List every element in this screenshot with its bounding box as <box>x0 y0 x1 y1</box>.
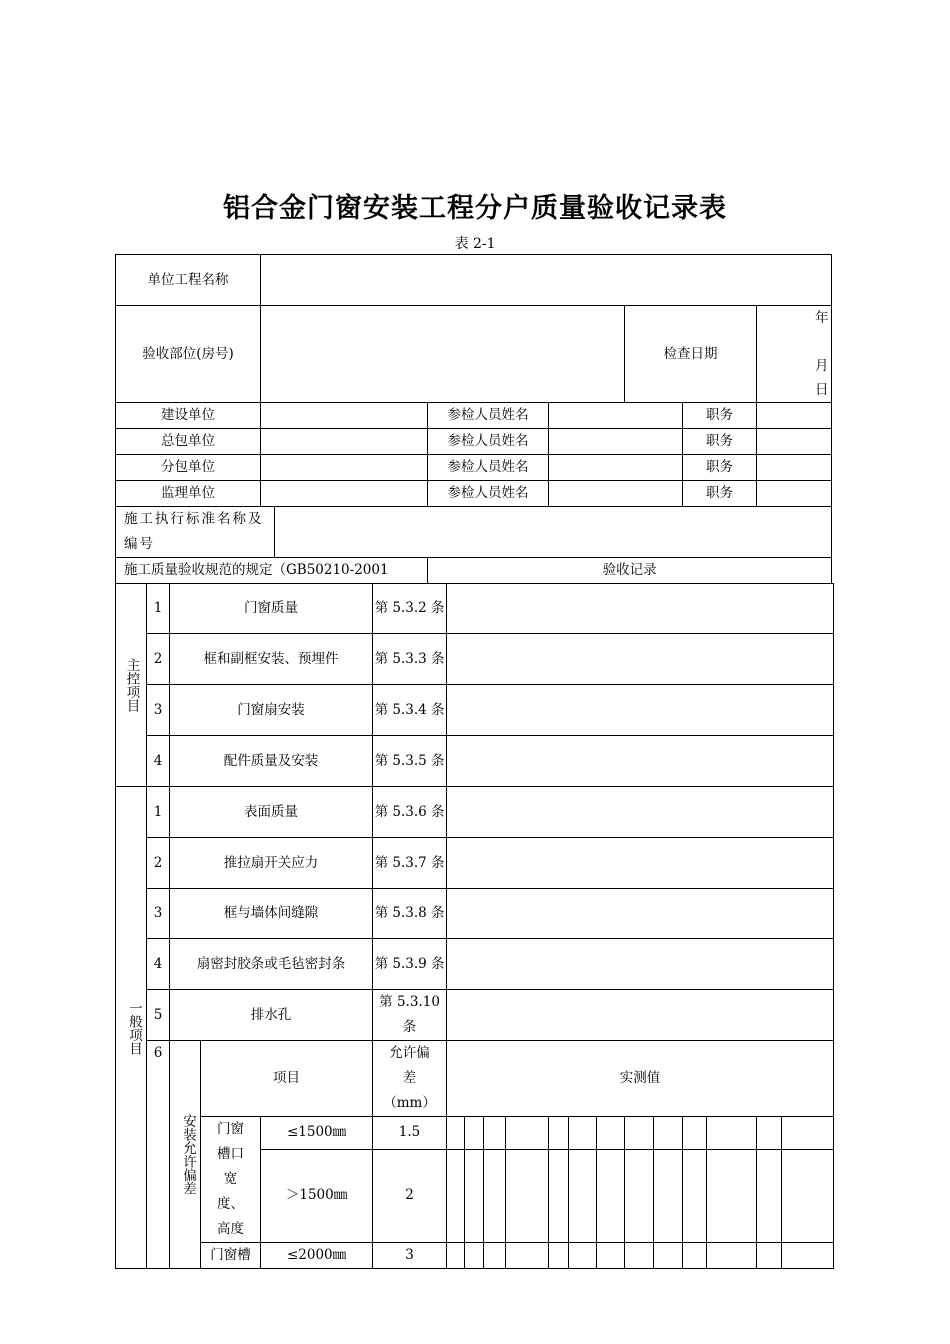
measured-cell[interactable] <box>465 1117 484 1150</box>
inspector-value[interactable] <box>549 403 683 429</box>
measured-cell[interactable] <box>549 1243 569 1269</box>
date-year: 年 <box>815 310 829 326</box>
item-record[interactable] <box>447 889 834 939</box>
item-name: 排水孔 <box>170 990 373 1041</box>
check-date-value[interactable] <box>757 306 832 403</box>
item-name: 扇密封胶条或毛毡密封条 <box>170 939 373 990</box>
measured-cell[interactable] <box>757 1243 782 1269</box>
party-label: 建设单位 <box>116 403 261 429</box>
tolerance-group-label: 安装允许偏差 <box>170 1041 201 1269</box>
position-label: 职务 <box>683 403 757 429</box>
item-number: 1 <box>147 584 170 634</box>
measured-cell[interactable] <box>447 1243 465 1269</box>
measured-cell[interactable] <box>549 1117 569 1150</box>
party-value[interactable] <box>261 403 428 429</box>
measured-cell[interactable] <box>484 1117 506 1150</box>
item-record[interactable] <box>447 685 834 736</box>
date-month: 月 <box>815 358 829 374</box>
unit-name-label: 单位工程名称 <box>116 255 261 306</box>
tolerance-allow: 1.5 <box>373 1117 447 1150</box>
item-name: 推拉扇开关应力 <box>170 838 373 889</box>
general-group-label: 一般项目 <box>116 787 147 1269</box>
party-label: 分包单位 <box>116 455 261 481</box>
standard-label: 施工执行标准名称及编号 <box>116 507 275 558</box>
item-number: 1 <box>147 787 170 838</box>
measured-cell[interactable] <box>654 1149 683 1242</box>
measured-cell[interactable] <box>782 1243 834 1269</box>
measured-cell[interactable] <box>447 1149 465 1242</box>
item-name: 框和副框安装、预埋件 <box>170 634 373 685</box>
spec-label: 施工质量验收规范的规定（GB50210-2001 <box>116 558 428 584</box>
measured-cell[interactable] <box>625 1149 654 1242</box>
position-label: 职务 <box>683 455 757 481</box>
tolerance-allow-header: 允许偏差（mm） <box>373 1041 447 1117</box>
inspector-value[interactable] <box>549 455 683 481</box>
party-value[interactable] <box>261 429 428 455</box>
item-clause: 第 5.3.9 条 <box>373 939 447 990</box>
party-value[interactable] <box>261 481 428 507</box>
position-value[interactable] <box>757 481 832 507</box>
measured-cell[interactable] <box>625 1117 654 1150</box>
inspector-label: 参检人员姓名 <box>428 455 549 481</box>
item-name: 表面质量 <box>170 787 373 838</box>
acceptance-record-table <box>115 254 834 1269</box>
item-name: 框与墙体间缝隙 <box>170 889 373 939</box>
item-number: 3 <box>147 889 170 939</box>
party-value[interactable] <box>261 455 428 481</box>
party-label: 监理单位 <box>116 481 261 507</box>
measured-cell[interactable] <box>569 1243 597 1269</box>
item-number: 4 <box>147 736 170 787</box>
position-value[interactable] <box>757 455 832 481</box>
measured-cell[interactable] <box>549 1149 569 1242</box>
tolerance-item: 门窗槽口宽度、高度 <box>201 1117 261 1243</box>
measured-cell[interactable] <box>484 1243 506 1269</box>
measured-cell[interactable] <box>707 1149 757 1242</box>
position-label: 职务 <box>683 429 757 455</box>
tolerance-allow: 3 <box>373 1243 447 1269</box>
item-number: 5 <box>147 990 170 1041</box>
measured-cell[interactable] <box>569 1149 597 1242</box>
tolerance-range: ≤2000㎜ <box>261 1243 373 1269</box>
position-label: 职务 <box>683 481 757 507</box>
standard-value[interactable] <box>275 507 832 558</box>
item-record[interactable] <box>447 990 834 1041</box>
unit-name-value[interactable] <box>261 255 832 306</box>
item-clause: 第 5.3.8 条 <box>373 889 447 939</box>
page-title: 铝合金门窗安装工程分户质量验收记录表 <box>223 193 727 224</box>
tolerance-range: ＞1500㎜ <box>261 1149 373 1242</box>
position-value[interactable] <box>757 403 832 429</box>
table-number: 表 2-1 <box>454 236 496 252</box>
tolerance-item: 门窗槽 <box>201 1243 261 1269</box>
measured-cell[interactable] <box>569 1117 597 1150</box>
item-number: 2 <box>147 634 170 685</box>
item-number: 4 <box>147 939 170 990</box>
inspector-label: 参检人员姓名 <box>428 429 549 455</box>
item-record[interactable] <box>447 736 834 787</box>
measured-cell[interactable] <box>707 1117 757 1150</box>
measured-cell[interactable] <box>654 1243 683 1269</box>
acceptance-part-value[interactable] <box>261 306 625 403</box>
measured-cell[interactable] <box>757 1149 782 1242</box>
measured-cell[interactable] <box>654 1117 683 1150</box>
item-name: 门窗质量 <box>170 584 373 634</box>
check-date-label: 检查日期 <box>625 306 757 403</box>
inspector-label: 参检人员姓名 <box>428 403 549 429</box>
measured-cell[interactable] <box>782 1117 834 1150</box>
item-number: 6 <box>147 1041 170 1269</box>
position-value[interactable] <box>757 429 832 455</box>
item-clause: 第 5.3.10 条 <box>373 990 447 1041</box>
measured-cell[interactable] <box>683 1149 707 1242</box>
measured-cell[interactable] <box>707 1243 757 1269</box>
inspector-value[interactable] <box>549 481 683 507</box>
party-label: 总包单位 <box>116 429 261 455</box>
item-record[interactable] <box>447 634 834 685</box>
item-name: 配件质量及安装 <box>170 736 373 787</box>
record-label: 验收记录 <box>428 558 832 584</box>
measured-cell[interactable] <box>506 1117 549 1150</box>
measured-cell[interactable] <box>597 1117 625 1150</box>
inspector-label: 参检人员姓名 <box>428 481 549 507</box>
measured-cell[interactable] <box>484 1149 506 1242</box>
item-name: 门窗扇安装 <box>170 685 373 736</box>
measured-cell[interactable] <box>506 1243 549 1269</box>
measured-cell[interactable] <box>625 1243 654 1269</box>
inspector-value[interactable] <box>549 429 683 455</box>
measured-header: 实测值 <box>447 1041 834 1117</box>
date-day: 日 <box>815 382 829 398</box>
acceptance-part-label: 验收部位(房号) <box>116 306 261 403</box>
item-record[interactable] <box>447 584 834 634</box>
measured-cell[interactable] <box>465 1243 484 1269</box>
measured-cell[interactable] <box>597 1243 625 1269</box>
measured-cell[interactable] <box>506 1149 549 1242</box>
measured-cell[interactable] <box>757 1117 782 1150</box>
item-number: 3 <box>147 685 170 736</box>
tolerance-item-header: 项目 <box>201 1041 373 1117</box>
item-number: 2 <box>147 838 170 889</box>
item-clause: 第 5.3.4 条 <box>373 685 447 736</box>
measured-cell[interactable] <box>782 1149 834 1242</box>
item-clause: 第 5.3.6 条 <box>373 787 447 838</box>
measured-cell[interactable] <box>597 1149 625 1242</box>
item-clause: 第 5.3.2 条 <box>373 584 447 634</box>
tolerance-allow: 2 <box>373 1149 447 1242</box>
item-clause: 第 5.3.7 条 <box>373 838 447 889</box>
item-record[interactable] <box>447 787 834 838</box>
measured-cell[interactable] <box>465 1149 484 1242</box>
measured-cell[interactable] <box>683 1117 707 1150</box>
measured-cell[interactable] <box>683 1243 707 1269</box>
tolerance-range: ≤1500㎜ <box>261 1117 373 1150</box>
item-record[interactable] <box>447 838 834 889</box>
item-record[interactable] <box>447 939 834 990</box>
item-clause: 第 5.3.5 条 <box>373 736 447 787</box>
measured-cell[interactable] <box>447 1117 465 1150</box>
main-control-group-label: 主控项目 <box>116 584 147 787</box>
item-clause: 第 5.3.3 条 <box>373 634 447 685</box>
